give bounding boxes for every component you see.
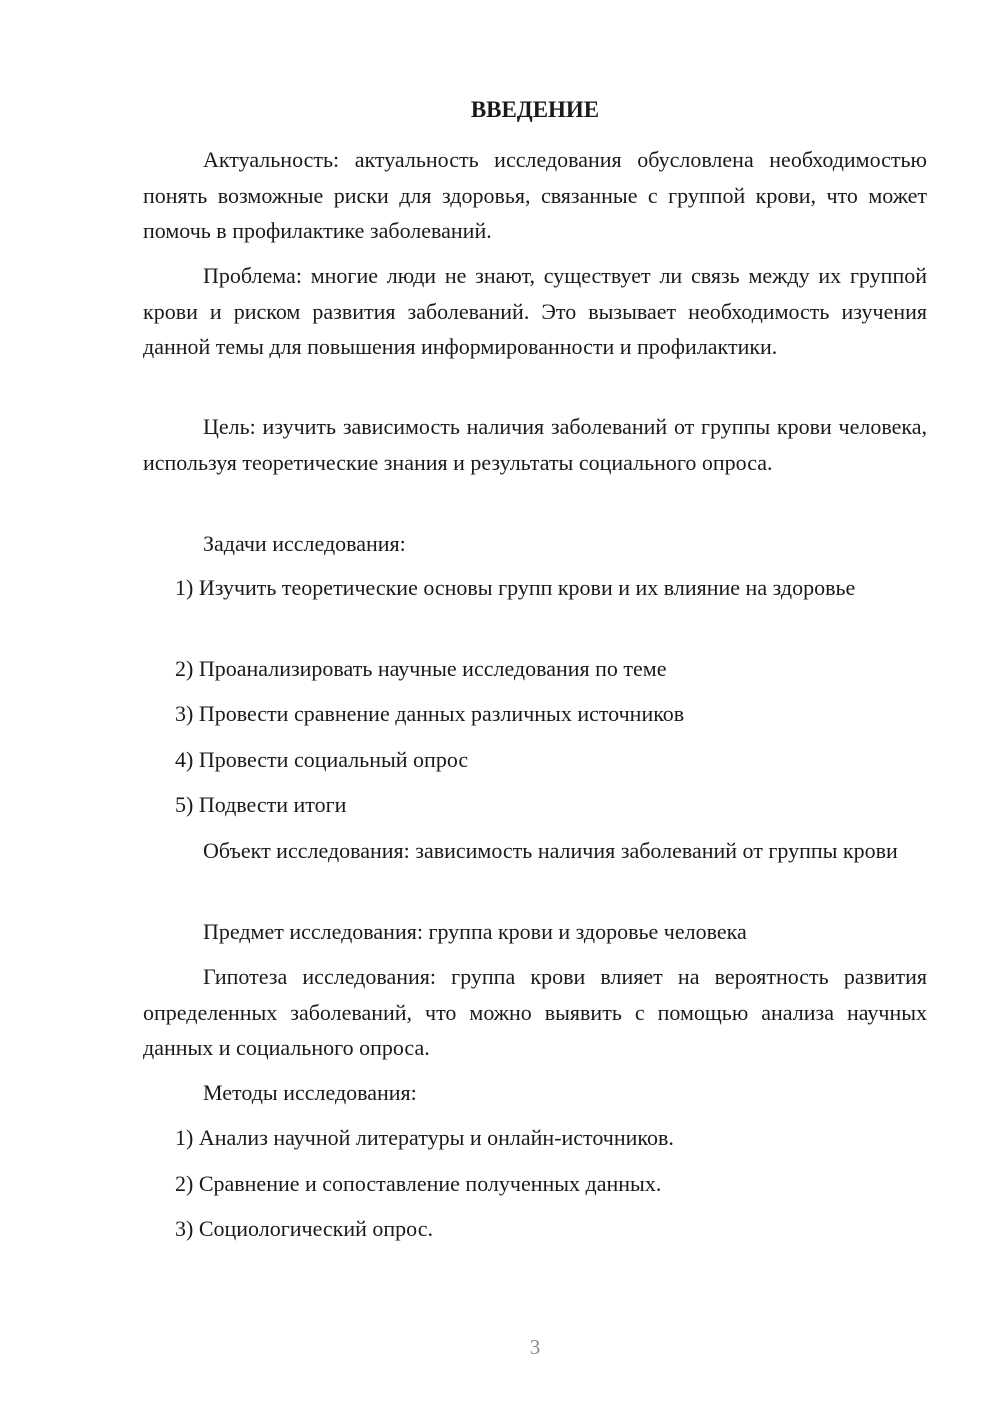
- methods-title: Методы исследования:: [203, 1080, 417, 1105]
- subject-paragraph: Предмет исследования: группа крови и здоровье человека: [203, 919, 747, 944]
- page-number: 3: [529, 1335, 541, 1359]
- section-heading: ВВЕДЕНИЕ: [470, 97, 600, 122]
- problem-paragraph: Проблема: многие люди не знают, существует ли связь между их группой крови и риском развития заболеваний. Это вызывает необходимость изучения данной темы для повышения информированности и профилактики.: [143, 263, 927, 359]
- task-item-1: 1) Изучить теоретические основы групп крови и их влияние на здоровье: [175, 575, 856, 600]
- method-item-1: 1) Анализ научной литературы и онлайн-источников.: [175, 1125, 674, 1150]
- goal-paragraph: Цель: изучить зависимость наличия заболеваний от группы крови человека, используя теоретические знания и результаты социального опроса.: [143, 414, 927, 475]
- method-item-3: 3) Социологический опрос.: [175, 1216, 433, 1241]
- hypothesis-paragraph: Гипотеза исследования: группа крови влияет на вероятность развития определенных заболеваний, что можно выявить с помощью анализа научных данных и социального опроса.: [143, 964, 927, 1060]
- tasks-title: Задачи исследования:: [203, 531, 406, 556]
- task-item-5: 5) Подвести итоги: [175, 792, 347, 817]
- relevance-paragraph: Актуальность: актуальность исследования обусловлена необходимостью понять возможные риски для здоровья, связанные с группой крови, что может помочь в профилактике заболеваний.: [143, 147, 927, 243]
- task-item-2: 2) Проанализировать научные исследования по теме: [175, 656, 667, 681]
- method-item-2: 2) Сравнение и сопоставление полученных данных.: [175, 1171, 662, 1196]
- task-item-3: 3) Провести сравнение данных различных источников: [175, 701, 685, 726]
- task-item-4: 4) Провести социальный опрос: [175, 747, 469, 772]
- object-paragraph: Объект исследования: зависимость наличия заболеваний от группы крови: [203, 838, 898, 863]
